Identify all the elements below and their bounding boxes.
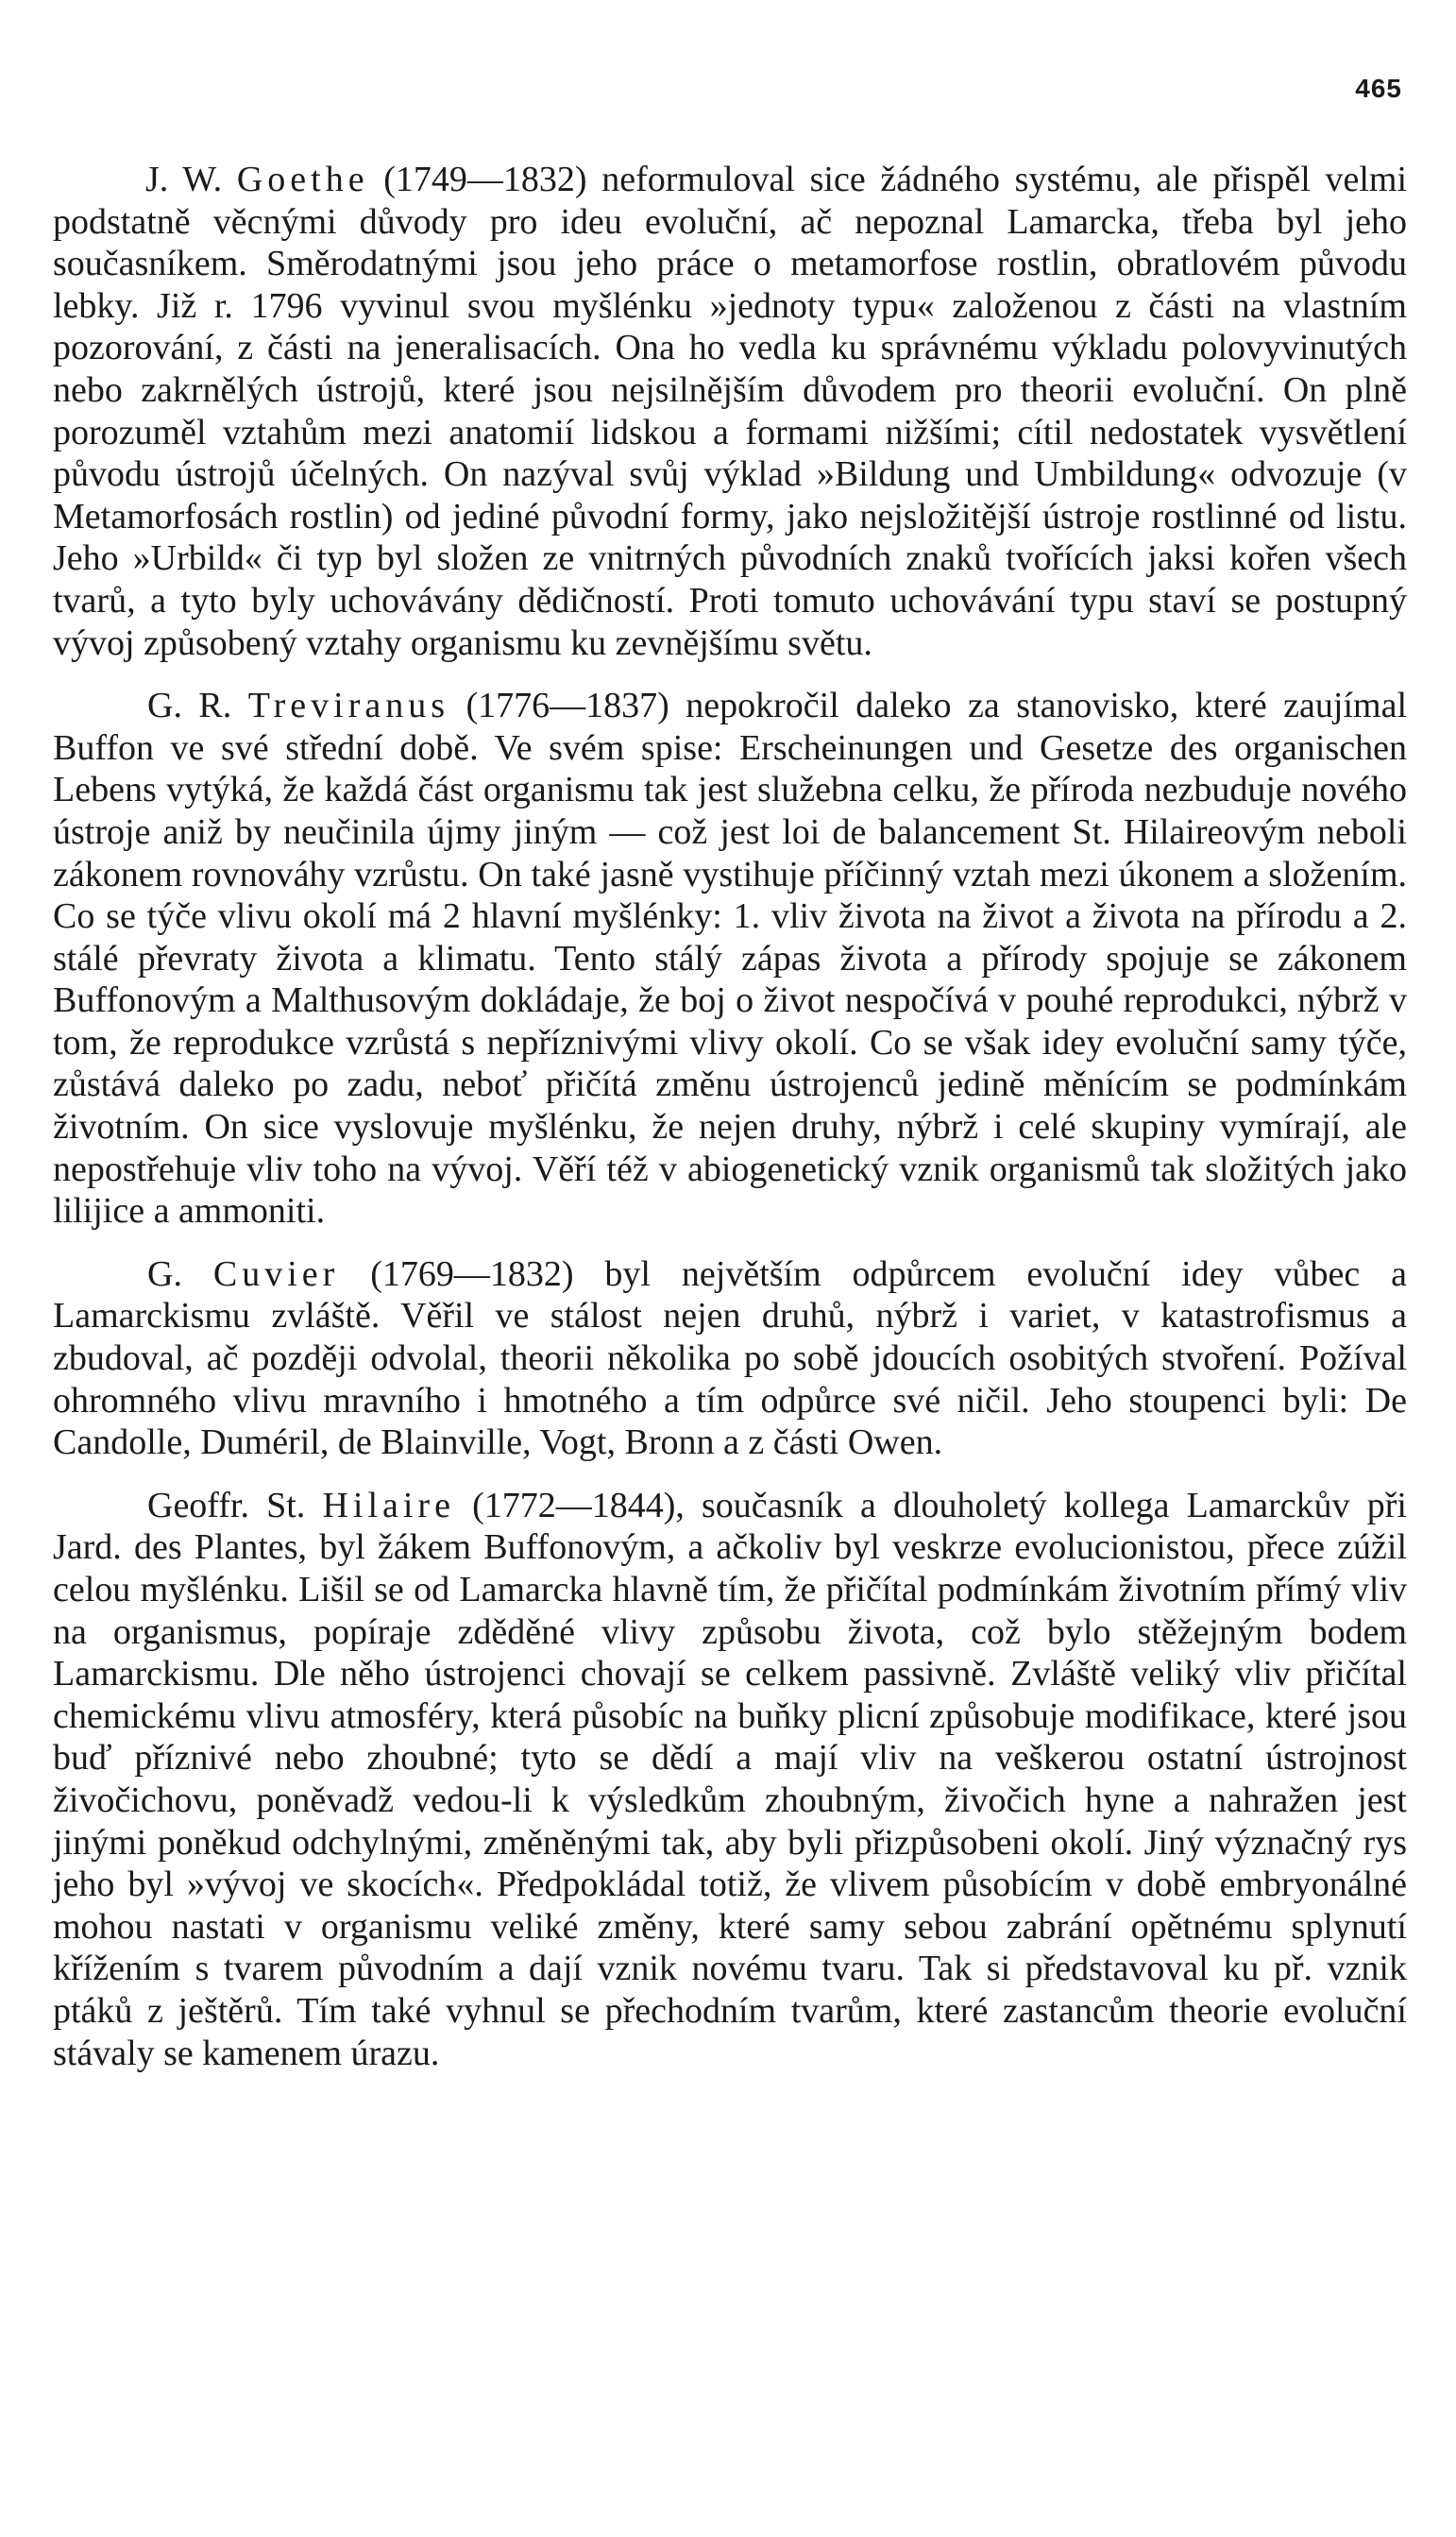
- paragraph-goethe: [53, 159, 1407, 664]
- paragraph-text: (1769—1832) byl největším odpůrcem evoluční idey vůbec a Lamarckismu zvláště. Věřil ve stálost nejen druhů, nýbrž i variet, v katastrofismus a zbudoval, ač později odvolal, theorii několika po sobě jdoucích osobitých stvoření. Požíval ohromného vlivu mravního i hmotného a tím odpůrce své ničil. Jeho stoupenci byli: De Candolle, Duméril, de Blainville, Vogt, Bronn a z části Owen.: [53, 1253, 1408, 1463]
- paragraph-text: (1772—1844), současník a dlouholetý kollega Lamarckův při Jard. des Plantes, byl žákem Buffonovým, a ačkoliv byl veskrze evolucionistou, přece zúžil celou myšlénku. Lišil se od Lamarcka hlavně tím, že přičítal podmínkám životním přímý vliv na organismus, popíraje zděděné vlivy způsobu života, což bylo stěžejným bodem Lamarckismu. Dle něho ústrojenci chovají se celkem passivně. Zvláště veliký vliv přičítal chemickému vlivu atmosféry, která působíc na buňky plicní způsobuje modifikace, které jsou buď příznivé nebo zhoubné; tyto se dědí a mají vliv na veškerou ostatní ústrojnost živočichovu, poněvadž vedou-li k výsledkům zhoubným, živočich hyne a nahražen jest jinými poněkud odchylnými, změněnými tak, aby byli přizpůsobeni okolí. Jiný význačný rys jeho byl »vývoj ve skocích«. Předpokládal totiž, že vlivem působícím v době embryonálné mohou nastati v organismu veliké změny, které samy sebou zabrání opětnému splynutí křížením s tvarem původním a dají vznik novému tvaru. Tak si představoval ku př. vznik ptáků z ještěrů. Tím také vyhnul se přechodním tvarům, které zastancům theorie evoluční stávaly se kamenem úrazu.: [53, 1485, 1407, 2073]
- paragraph-text: (1776—1837) nepokročil daleko za stanovisko, které zaujímal Buffon ve své střední době. Ve svém spise: Erscheinungen und Gesetze des organischen Lebens vytýká, že každá část organismu tak jest služebna celku, že příroda nezbuduje nového ústroje aniž by neučinila újmy jiným — což jest loi de balancement St. Hilaireovým neboli zákonem rovnováhy vzrůstu. On také jasně vystihuje příčinný vztah mezi úkonem a složením. Co se týče vlivu okolí má 2 hlavní myšlénky: 1. vliv života na život a života na přírodu a 2. stálé převraty života a klimatu. Tento stálý zápas života a přírody spojuje se zákonem Buffonovým a Malthusovým dokládaje, že boj o život nespočívá v pouhé reprodukci, nýbrž v tom, že reprodukce vzrůstá s nepříznivými vlivy okolí. Co se však idey evoluční samy týče, zůstává daleko po zadu, neboť přičítá změnu ústrojenců jedině měnícím se podmínkám životním. On sice vyslovuje myšlénku, že nejen druhy, nýbrž i celé skupiny vymírají, ale nepostřehuje vliv toho na vývoj. Věří též v abiogenetický vznik organismů tak složitých jako lilijice a ammoniti.: [53, 686, 1407, 1232]
- author-initials: G.: [147, 1253, 182, 1294]
- paragraph-cuvier: [53, 1253, 1407, 1464]
- author-name-hilaire: Hilaire: [322, 1485, 455, 1525]
- author-name-cuvier: Cuvier: [212, 1253, 340, 1294]
- author-initials: G. R.: [147, 686, 232, 726]
- paragraph-treviranus: [53, 685, 1407, 1233]
- paragraph-hilaire: [53, 1485, 1407, 2074]
- author-name-treviranus: Treviranus: [247, 686, 450, 726]
- author-initials: Geoffr. St.: [147, 1485, 306, 1525]
- author-name-goethe: Goethe: [236, 160, 369, 199]
- page-number: 465: [1355, 74, 1402, 103]
- text-body: [53, 159, 1407, 2095]
- paragraph-text: (1749—1832) neformuloval sice žádného systému, ale přispěl velmi podstatně věcnými důvody pro ideu evoluční, ač nepoznal Lamarcka, třeba byl jeho současníkem. Směrodatnými jsou jeho práce o metamorfose rostlin, obratlovém původu lebky. Již r. 1796 vyvinul svou myšlénku »jednoty typu« založenou z části na vlastním pozorování, z části na jeneralisacích. Ona ho vedla ku správnému výkladu polovyvinutých nebo zakrnělých ústrojů, které jsou nejsilnějším důvodem pro theorii evoluční. On plně porozuměl vztahům mezi anatomií lidskou a formami nižšími; cítil nedostatek vysvětlení původu ústrojů účelných. On nazýval svůj výklad »Bildung und Umbildung« odvozuje (v Metamorfosách rostlin) od jediné původní formy, jako nejsložitější ústroje rostlinné od listu. Jeho »Urbild« či typ byl složen ze vnitrných původních znaků tvořících jaksi kořen všech tvarů, a tyto byly uchovávány dědičností. Proti tomuto uchovávání typu staví se postupný vývoj způsobený vztahy organismu ku zevnějšímu světu.: [53, 160, 1408, 663]
- author-initials: J. W.: [145, 160, 223, 199]
